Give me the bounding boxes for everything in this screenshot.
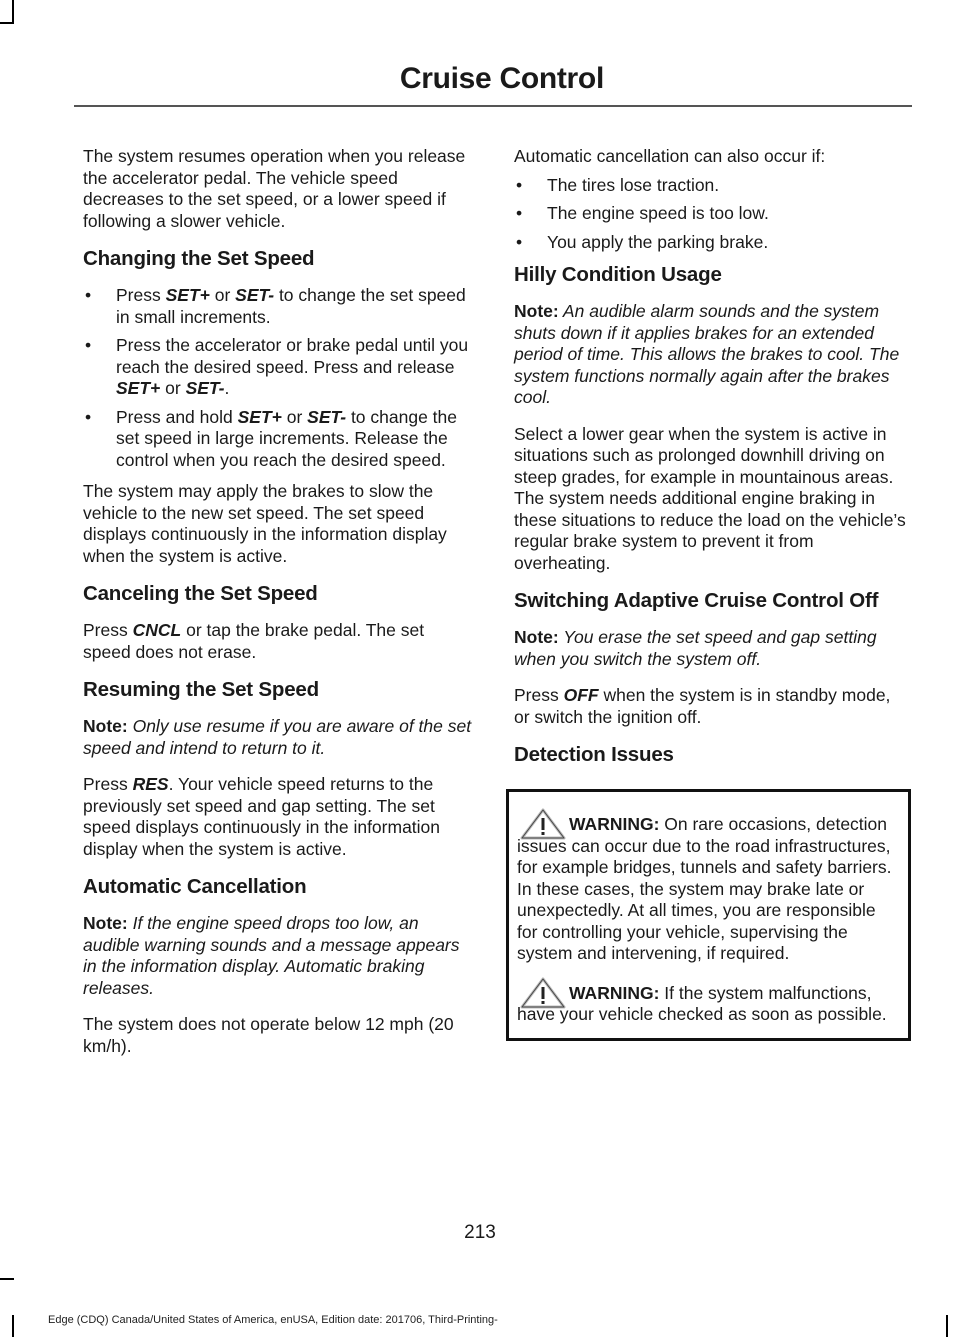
heading-automatic-cancellation: Automatic Cancellation xyxy=(83,875,307,898)
footer-edition: Edge (CDQ) Canada/United States of America, enUSA, Edition date: 201706, Third-Printing- xyxy=(48,1314,498,1326)
crop-mark xyxy=(12,1315,14,1337)
header-rule xyxy=(74,105,912,107)
list-item: • The tires lose traction. xyxy=(516,174,720,195)
crop-mark xyxy=(0,1278,14,1280)
resume-paragraph: Press RES. Your vehicle speed returns to the previously set speed and gap setting. The set speed displays continuously in the information display when the system is active. xyxy=(83,774,441,859)
list-item: • Press SET+ or SET- to change the set speed in small increments. xyxy=(85,285,466,327)
heading-changing-set-speed: Changing the Set Speed xyxy=(83,247,315,270)
switching-paragraph: Press OFF when the system is in standby mode, or switch the ignition off. xyxy=(514,685,891,727)
heading-switching-off: Switching Adaptive Cruise Control Off xyxy=(514,589,879,612)
warning-triangle-icon xyxy=(517,977,569,1009)
resume-note: Note: Only use resume if you are aware of the set speed and intend to return to it. xyxy=(83,716,472,758)
warning-1: WARNING: On rare occasions, detection issues can occur due to the road infrastructures, for example bridges, tunnels and safety barriers. In these cases, the system may brake late or unexpectedly. At all times, you are responsible for controlling your vehicle, supervising the system and intervening, if required. xyxy=(517,814,900,965)
page-number: 213 xyxy=(464,1222,496,1243)
list-item: • The engine speed is too low. xyxy=(516,203,769,223)
crop-mark xyxy=(0,22,14,24)
heading-resuming-set-speed: Resuming the Set Speed xyxy=(83,678,319,701)
page-title: Cruise Control xyxy=(399,62,604,95)
auto-cancel-list xyxy=(514,175,906,254)
list-item: • Press and hold SET+ or SET- to change the set speed in large increments. Release the control when you reach the desired speed. xyxy=(85,406,457,470)
left-column xyxy=(83,146,475,1072)
auto-cancel-intro: Automatic cancellation can also occur if: xyxy=(514,146,826,166)
automatic-note: Note: If the engine speed drops too low, an audible warning sounds and a message appears in the information display. Automatic braking releases. xyxy=(83,913,460,998)
right-column xyxy=(514,146,906,1041)
hilly-note: Note: An audible alarm sounds and the system shuts down if it applies brakes for an extended period of time. This allows the brakes to cool. The system functions normally again after the brakes cool. xyxy=(514,301,900,407)
changing-list xyxy=(83,285,475,471)
warning-2: WARNING: If the system malfunctions, have your vehicle checked as soon as possible. xyxy=(517,983,900,1026)
crop-mark xyxy=(12,0,14,22)
hilly-paragraph: Select a lower gear when the system is active in situations such as prolonged downhill driving on steep grades, for example in mountainous areas. The system needs additional engine braking in these situations to reduce the load on the vehicle’s regular brake system to prevent it from overheating. xyxy=(514,423,906,573)
heading-detection-issues: Detection Issues xyxy=(514,743,674,766)
switching-note: Note: You erase the set speed and gap setting when you switch the system off. xyxy=(514,627,877,669)
canceling-paragraph: Press CNCL or tap the brake pedal. The set speed does not erase. xyxy=(83,620,425,662)
heading-hilly-condition: Hilly Condition Usage xyxy=(514,263,722,286)
list-item: • Press the accelerator or brake pedal until you reach the desired speed. Press and release SET+ or SET-. xyxy=(85,335,469,398)
heading-canceling-set-speed: Canceling the Set Speed xyxy=(83,582,318,605)
intro-paragraph: The system resumes operation when you release the accelerator pedal. The vehicle speed decreases to the set speed, or a lower speed if following a slower vehicle. xyxy=(83,146,466,231)
warning-triangle-icon xyxy=(517,808,569,840)
minimum-speed-paragraph: The system does not operate below 12 mph (20 km/h). xyxy=(83,1014,454,1056)
list-item: • You apply the parking brake. xyxy=(516,231,769,252)
warning-box xyxy=(506,789,911,1041)
brakes-paragraph: The system may apply the brakes to slow the vehicle to the new set speed. The set speed displays continuously in the information display when the system is active. xyxy=(83,481,447,566)
crop-mark xyxy=(946,1315,948,1337)
